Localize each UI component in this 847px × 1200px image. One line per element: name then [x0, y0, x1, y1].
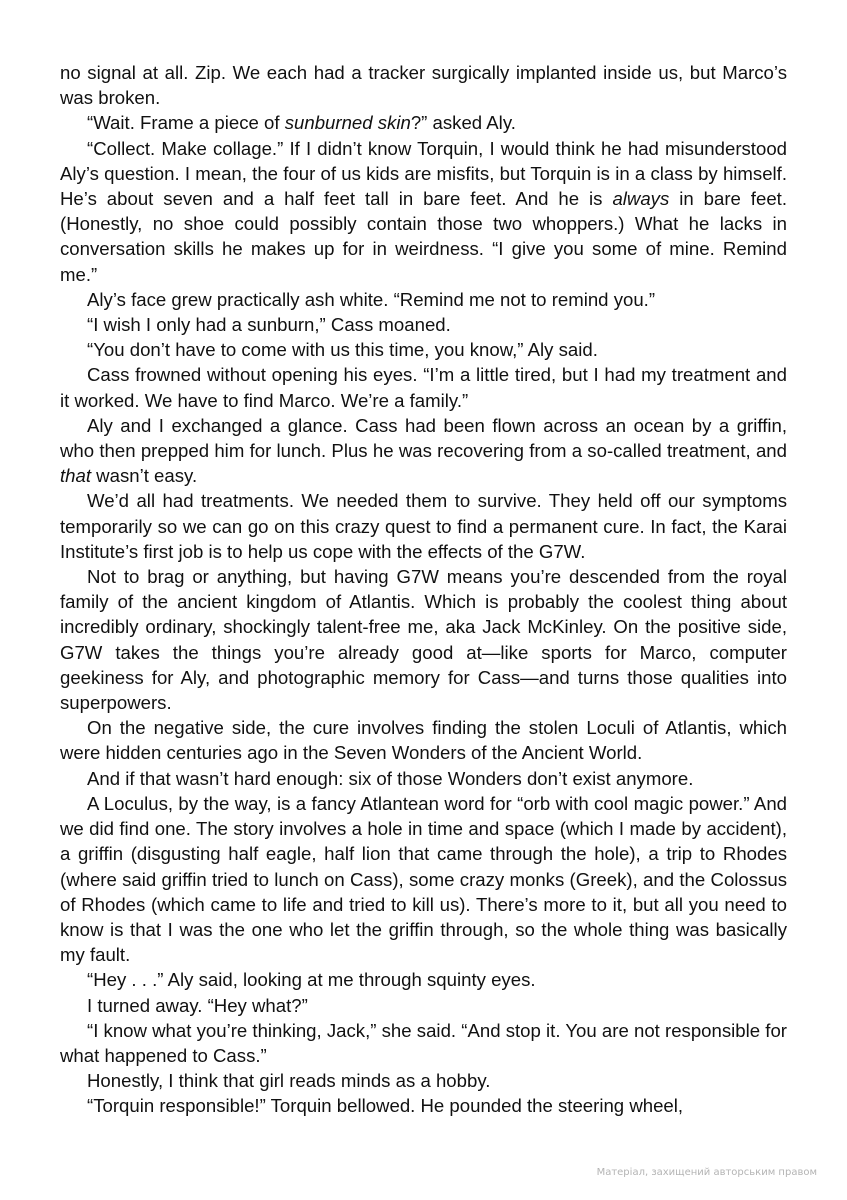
paragraph-text: A Loculus, by the way, is a fancy Atlantean word for “orb with cool magic power.” And we did find one. The story involves a hole in time and space (which I made by accident), a griffin (disgusting half eagle, half lion that came through the hole), a trip to Rhodes (where said griffin tried to lunch on Cass), some crazy monks (Greek), and the Colossus of Rhodes (which came to life and tried to kill us). There’s more to it, but all you need to know is that I was the one who let the griffin through, so the whole thing was basically my fault.: [60, 792, 787, 966]
paragraph: [60, 1093, 787, 1118]
italic-text: that: [60, 465, 92, 487]
paragraph: [60, 488, 787, 564]
italic-text: sunburned skin: [284, 112, 411, 134]
paragraph-text: Aly and I exchanged a glance. Cass had been flown across an ocean by a griffin, who then prepped him for lunch. Plus he was recovering from a so-called treatment, and: [60, 414, 787, 462]
paragraph-text: Cass frowned without opening his eyes. “I’m a little tired, but I had my treatment and it worked. We have to find Marco. We’re a family.”: [60, 364, 787, 411]
paragraph: [60, 564, 787, 715]
paragraph-text: Honestly, I think that girl reads minds as a hobby.: [87, 1070, 491, 1092]
paragraph-text: Aly’s face grew practically ash white. “Remind me not to remind you.”: [87, 288, 656, 310]
italic-text: always: [612, 188, 670, 210]
paragraph: [60, 110, 787, 135]
paragraph-text: “I wish I only had a sunburn,” Cass moaned.: [87, 314, 451, 336]
paragraph: [60, 287, 787, 312]
paragraph: [60, 967, 787, 992]
paragraph: [60, 1018, 787, 1068]
paragraph: [60, 1068, 787, 1093]
paragraph-text: “You don’t have to come with us this time, you know,” Aly said.: [87, 339, 598, 361]
paragraph-text: wasn’t easy.: [91, 465, 198, 487]
paragraph-text: ?” asked Aly.: [410, 112, 516, 134]
paragraph-text: “Collect. Make collage.” If I didn’t know Torquin, I would think he had misunderstood Aly’s question. I mean, the four of us kids are misfits, but Torquin is in a class by himself. He’s about seven and a half feet tall in bare feet. And he is: [60, 137, 787, 210]
paragraph: [60, 312, 787, 337]
paragraph-text: On the negative side, the cure involves finding the stolen Loculi of Atlantis, which were hidden centuries ago in the Seven Wonders of the Ancient World.: [60, 717, 787, 764]
paragraph-text: I turned away. “Hey what?”: [87, 994, 308, 1016]
paragraph-text: “Torquin responsible!” Torquin bellowed. He pounded the steering wheel,: [87, 1095, 684, 1117]
paragraph: [60, 60, 787, 110]
paragraph-text: We’d all had treatments. We needed them to survive. They held off our symptoms temporarily so we can go on this crazy quest to find a permanent cure. In fact, the Karai Institute’s first job is to help us cope with the effects of the G7W.: [60, 490, 787, 562]
paragraph: [60, 136, 787, 287]
paragraph-text: And if that wasn’t hard enough: six of those Wonders don’t exist anymore.: [87, 767, 694, 789]
paragraph-text: Not to brag or anything, but having G7W means you’re descended from the royal family of the ancient kingdom of Atlantis. Which is probably the coolest thing about incredibly ordinary, shockingly talent-free me, aka Jack McKinley. On the positive side, G7W takes the things you’re already good at—like sports for Marco, computer geekiness for Aly, and photographic memory for Cass—and turns those qualities into superpowers.: [60, 566, 787, 714]
paragraph: [60, 791, 787, 967]
paragraph-text: no signal at all. Zip. We each had a tracker surgically implanted inside us, but Marco’s was broken.: [60, 62, 787, 109]
paragraph: [60, 413, 787, 489]
paragraph-text: in bare feet. (Honestly, no shoe could possibly contain those two whoppers.) What he lacks in conversation skills he makes up for in weirdness. “I give you some of mine. Remind me.”: [60, 188, 787, 285]
paragraph-text: “I know what you’re thinking, Jack,” she said. “And stop it. You are not responsible for what happened to Cass.”: [60, 1019, 787, 1066]
paragraph: [60, 362, 787, 412]
paragraph: [60, 993, 787, 1018]
paragraph-text: “Hey . . .” Aly said, looking at me through squinty eyes.: [87, 969, 536, 991]
copyright-watermark: Матеріал, захищений авторським правом: [596, 1167, 817, 1178]
paragraph: [60, 337, 787, 362]
paragraph-text: “Wait. Frame a piece of: [87, 112, 285, 134]
paragraph: [60, 766, 787, 791]
book-page-text: [60, 60, 787, 1119]
paragraph: [60, 715, 787, 765]
